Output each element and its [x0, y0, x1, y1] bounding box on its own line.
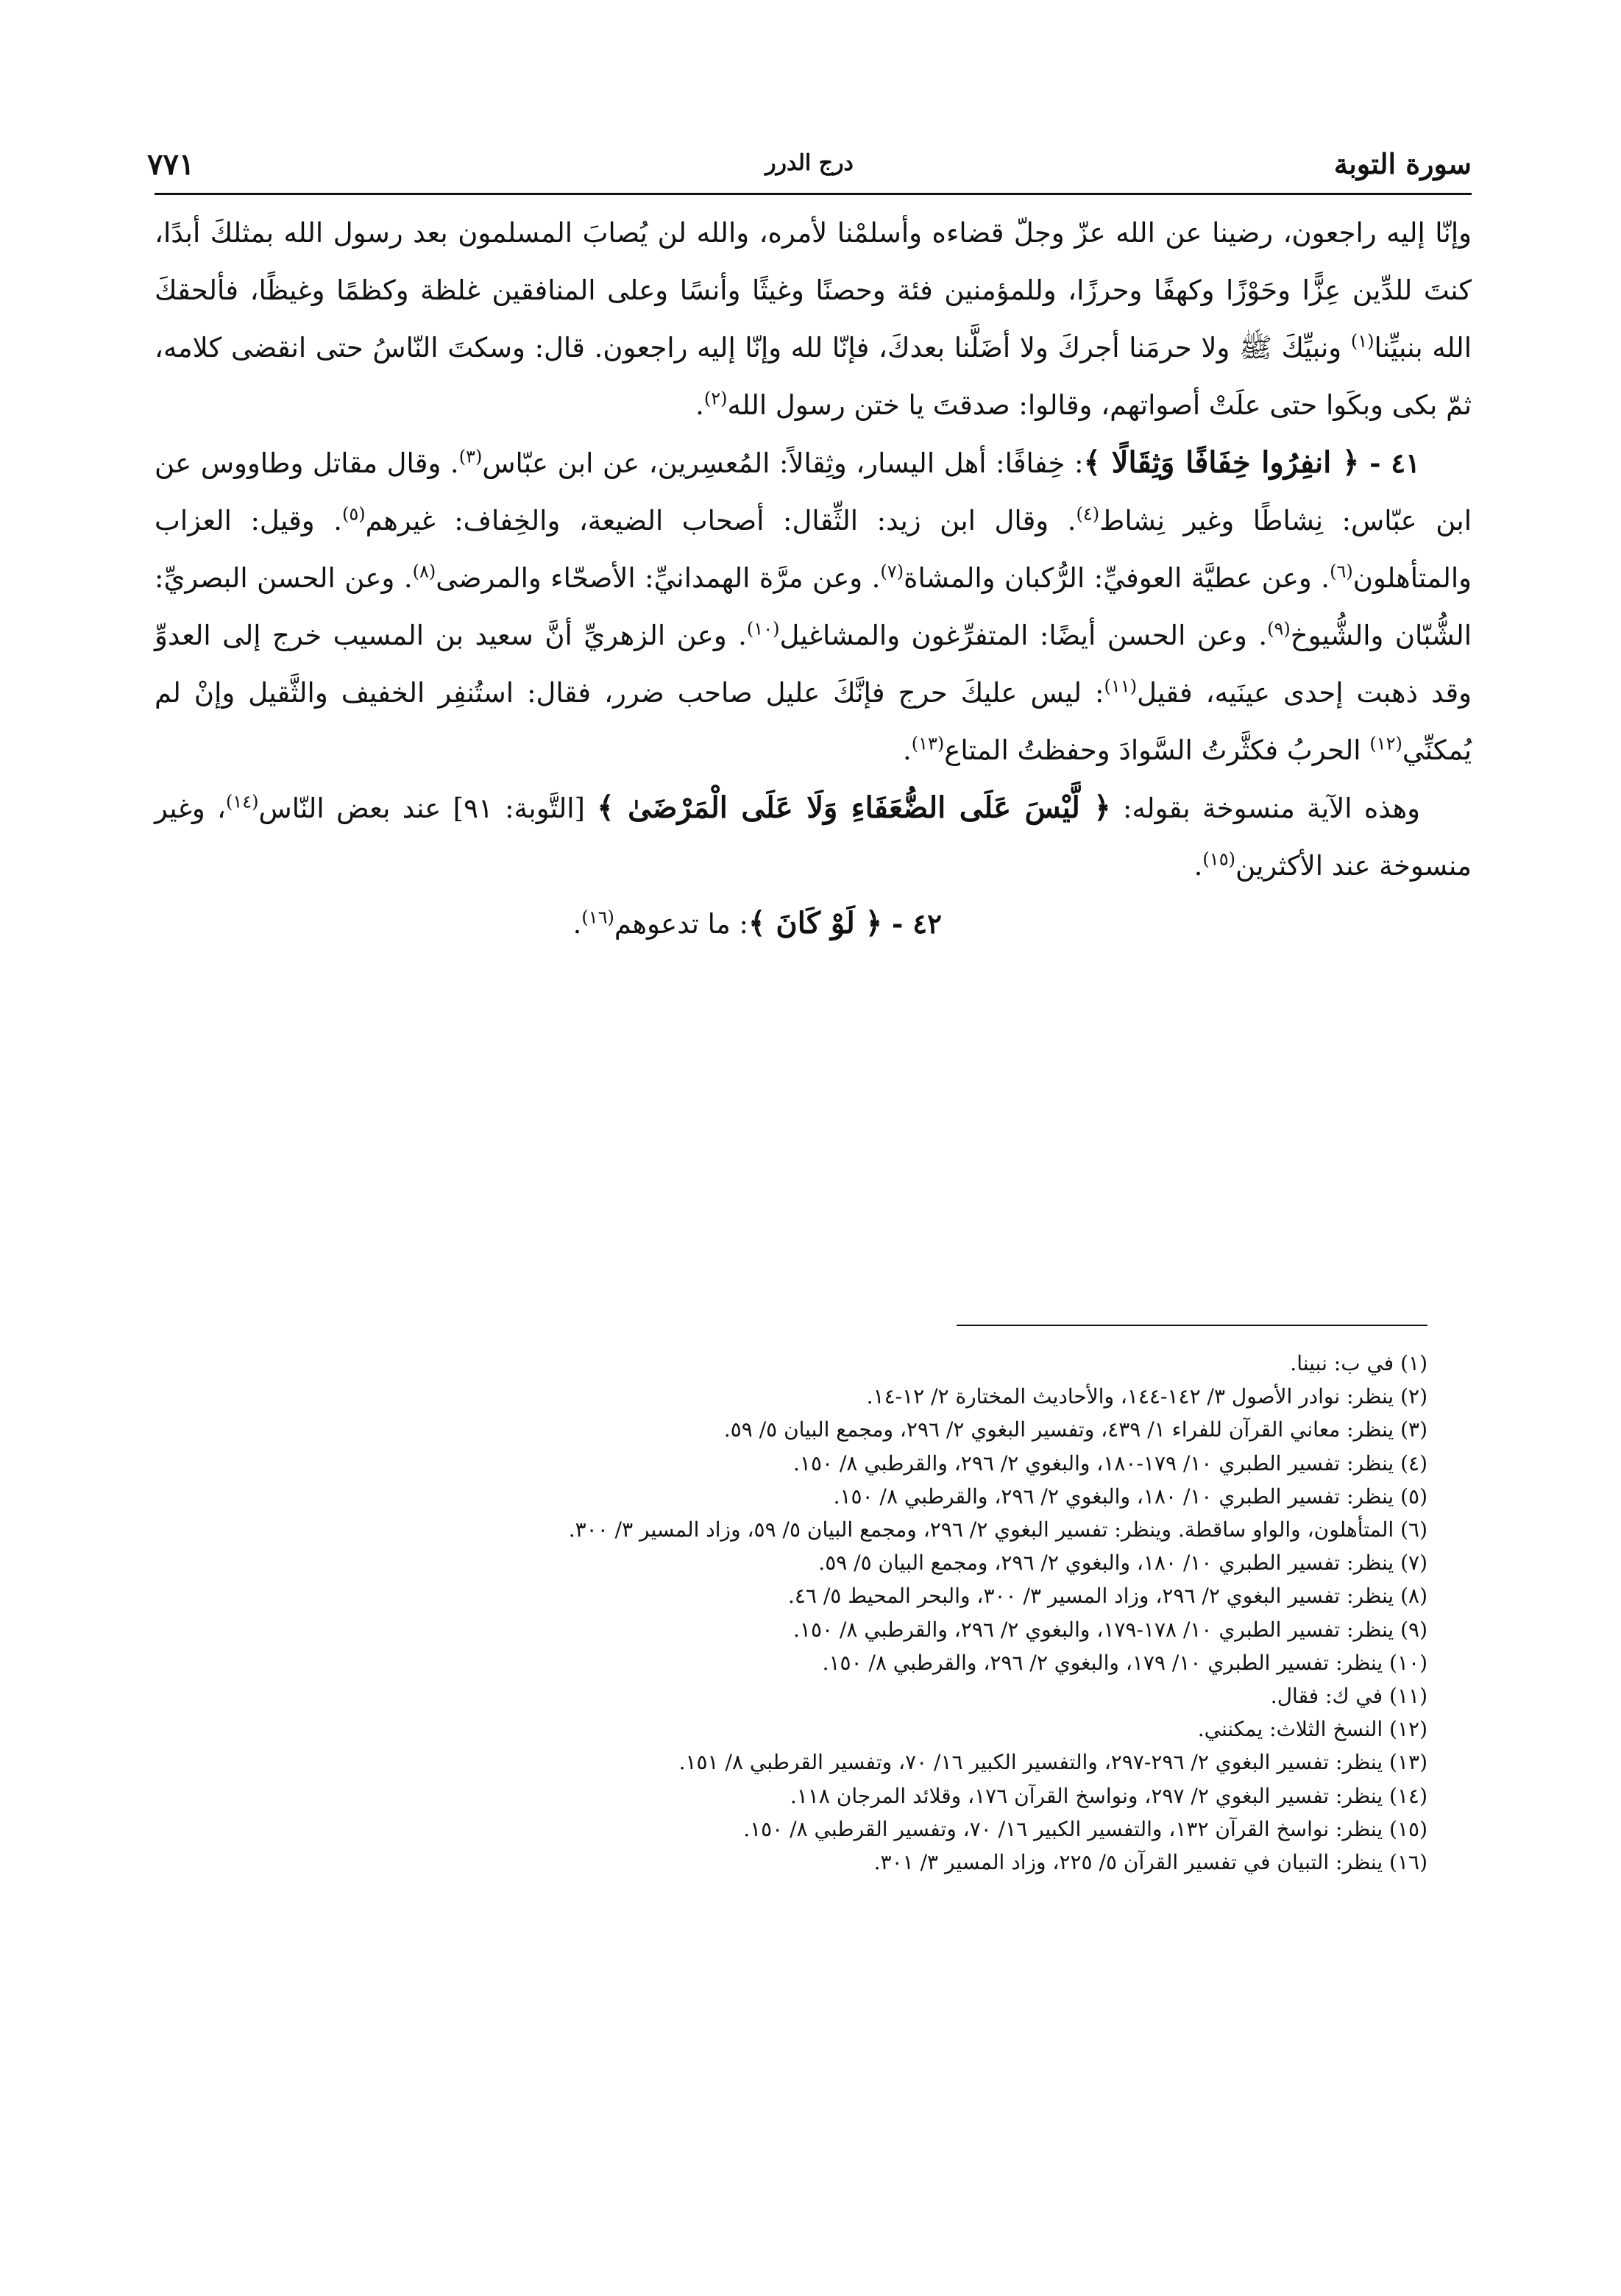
page-number: ٧٧١ — [147, 147, 195, 182]
footnote: (١) في ب: نبينا. — [1290, 1351, 1427, 1375]
footnote-divider — [957, 1325, 1427, 1326]
footnote: (١٠) ينظر: تفسير الطبري ١٠/ ١٧٩، والبغوي ٢/ ٢٩٦، والقرطبي ٨/ ١٥٠. — [822, 1650, 1427, 1675]
footnote-ref: (١٣) — [911, 733, 945, 754]
footnote-ref: (١) — [1350, 330, 1375, 352]
footnote: (٧) ينظر: تفسير الطبري ١٠/ ١٨٠، والبغوي ٢/ ٢٩٦، ومجمع البيان ٥/ ٥٩. — [818, 1551, 1427, 1576]
main-text — [155, 205, 1472, 953]
paragraph-eulogy: وإنّا إليه راجعون، رضينا عن الله عزّ وجلّ قضاءه وأسلمْنا لأمره، والله لن يُصابَ المسلمون بعد رسول الله بمثلكَ أبدًا، كنتَ للدِّين عِزًّا وحَوْزًا وكهفًا وحرزًا، وللمؤمنين فئة وحصنًا وغيثًا وأنسًا وعلى المنافقين غلظة وكظمًا وغيظًا، فألحقكَ الله بنبيِّنا$^{(١)}$ ونبيِّكَ ﷺ ولا حرمَنا أجركَ ولا أضَلَّنا بعدكَ، فإنّا لله وإنّا إليه راجعون. قال: وسكتَ النّاسُ حتى انقضى كلامه، ثمّ بكى وبكَوا حتى علَتْ أصواتهم، وقالوا: صدقتَ يا ختن رسول الله$^{(٢)}$. — [155, 217, 1472, 421]
verse-number: ٤١ - — [1359, 447, 1420, 479]
footnote: (١٥) ينظر: نواسخ القرآن ١٣٢، والتفسير الكبير ١٦/ ٧٠، وتفسير القرطبي ٨/ ١٥٠. — [743, 1816, 1427, 1841]
footnote-ref: (١٠) — [746, 618, 780, 639]
footnote-ref: (١٤) — [226, 791, 259, 812]
footnote: (٩) ينظر: تفسير الطبري ١٠/ ١٧٨-١٧٩، والبغوي ٢/ ٢٩٦، والقرطبي ٨/ ١٥٠. — [793, 1617, 1427, 1642]
footnote: (٥) ينظر: تفسير الطبري ١٠/ ١٨٠، والبغوي ٢/ ٢٩٦، والقرطبي ٨/ ١٥٠. — [833, 1484, 1427, 1509]
book-title: درج الدرر — [765, 150, 854, 176]
verse-number: ٤٢ - — [882, 907, 942, 940]
footnote-ref: (٩) — [1267, 618, 1291, 639]
footnote: (١٤) ينظر: تفسير البغوي ٢/ ٢٩٧، ونواسخ القرآن ١٧٦، وقلائد المرجان ١١٨. — [790, 1783, 1427, 1808]
paragraph-verse-42: ٤٢ - ﴿ لَوْ كَانَ ﴾: ما تدعوهم$^{(١٦)}$. — [572, 906, 942, 940]
footnote: (١٣) ينظر: تفسير البغوي ٢/ ٢٩٦-٢٩٧، والتفسير الكبير ١٦/ ٧٠، وتفسير القرطبي ٨/ ١٥١. — [678, 1750, 1427, 1775]
footnote-ref: (٥) — [341, 503, 366, 525]
header-divider — [155, 193, 1472, 195]
footnote: (٤) ينظر: تفسير الطبري ١٠/ ١٧٩-١٨٠، والبغوي ٢/ ٢٩٦، والقرطبي ٨/ ١٥٠. — [793, 1450, 1427, 1475]
paragraph-verse-41: ٤١ - ﴿ انفِرُوا خِفَافًا وَثِقَالًا ﴾: خِفافًا: أهل اليسار، وثِقالاً: المُعسِرين، عن ابن عبّاس$^{(٣)}$. وقال مقاتل وطاووس عن ابن عبّاس: نِشاطًا وغير نِشاط$^{(٤)}$. وقال ابن زيد: الثِّقال: أصحاب الضيعة، والخِفاف: غيرهم$^{(٥)}$. وقيل: العزاب والمتأهلون$^{(٦)}$. وعن عطيَّة العوفيِّ: الرُّكبان والمشاة$^{(٧)}$. وعن مرَّة الهمدانيِّ: الأصحّاء والمرضى$^{(٨)}$. وعن الحسن البصريِّ: الشُّبّان والشُّيوخ$^{(٩)}$. وعن الحسن أيضًا: المتفرِّغون والمشاغيل$^{(١٠)}$. وعن الزهريِّ أنَّ سعيد بن المسيب خرج إلى العدوِّ وقد ذهبت إحدى عينَيه، فقيل$^{(١١)}$: ليس عليكَ حرج فإنَّكَ عليل صاحب ضرر، فقال: استُنفِر الخفيف والثَّقيل وإنْ لم يُمكنِّي$^{(١٢)}$ الحربُ فكثَّرتُ السَّوادَ وحفظتُ المتاع$^{(١٣)}$. — [155, 445, 1472, 766]
surah-title: سورة التوبة — [1333, 147, 1472, 180]
footnote: (١١) في ك: فقال. — [1270, 1684, 1427, 1709]
footnote-ref: (٨) — [412, 561, 436, 582]
footnote-ref: (٢) — [703, 388, 728, 409]
quran-quote: ﴿ لَوْ كَانَ ﴾ — [748, 906, 883, 940]
footnote-ref: (١١) — [1104, 676, 1138, 697]
footnote-ref: (٤) — [1076, 503, 1100, 525]
footnote: (٢) ينظر: نوادر الأصول ٣/ ١٤٢-١٤٤، والأحاديث المختارة ٢/ ١٢-١٤. — [866, 1384, 1427, 1409]
quran-quote: ﴿ لَّيْسَ عَلَى الضُّعَفَاءِ وَلَا عَلَى الْمَرْضَىٰ ﴾ — [597, 790, 1111, 825]
footnotes — [221, 1347, 1427, 1879]
running-header — [147, 147, 1472, 191]
footnote-ref: (٦) — [1330, 561, 1353, 582]
footnote-ref: (٣) — [458, 446, 483, 467]
footnote: (٨) ينظر: تفسير البغوي ٢/ ٢٩٦، وزاد المسير ٣/ ٣٠٠، والبحر المحيط ٥/ ٤٦. — [787, 1584, 1427, 1609]
footnote: (١٦) ينظر: التبيان في تفسير القرآن ٥/ ٢٢٥، وزاد المسير ٣/ ٣٠١. — [873, 1850, 1427, 1875]
footnote: (٣) ينظر: معاني القرآن للفراء ١/ ٤٣٩، وتفسير البغوي ٢/ ٢٩٦، ومجمع البيان ٥/ ٥٩. — [723, 1417, 1427, 1442]
quran-quote: ﴿ انفِرُوا خِفَافًا وَثِقَالًا ﴾ — [1083, 445, 1360, 480]
footnote-ref: (١٥) — [1202, 848, 1235, 870]
footnote-ref: (١٢) — [1369, 733, 1402, 754]
footnote-ref: (١٦) — [581, 907, 614, 928]
footnote-ref: (٧) — [880, 561, 904, 582]
footnote: (١٢) النسخ الثلاث: يمكنني. — [1197, 1717, 1427, 1742]
footnote: (٦) المتأهلون، والواو ساقطة. وينظر: تفسير البغوي ٢/ ٢٩٦، ومجمع البيان ٥/ ٥٩، وزاد المسير ٣/ ٣٠٠. — [568, 1517, 1427, 1542]
paragraph-abrogation: وهذه الآية منسوخة بقوله: ﴿ لَّيْسَ عَلَى الضُّعَفَاءِ وَلَا عَلَى الْمَرْضَىٰ ﴾ [التَّوبة: ٩١] عند بعض النّاس$^{(١٤)}$، وغير منسوخة عند الأكثرين$^{(١٥)}$. — [155, 790, 1472, 882]
